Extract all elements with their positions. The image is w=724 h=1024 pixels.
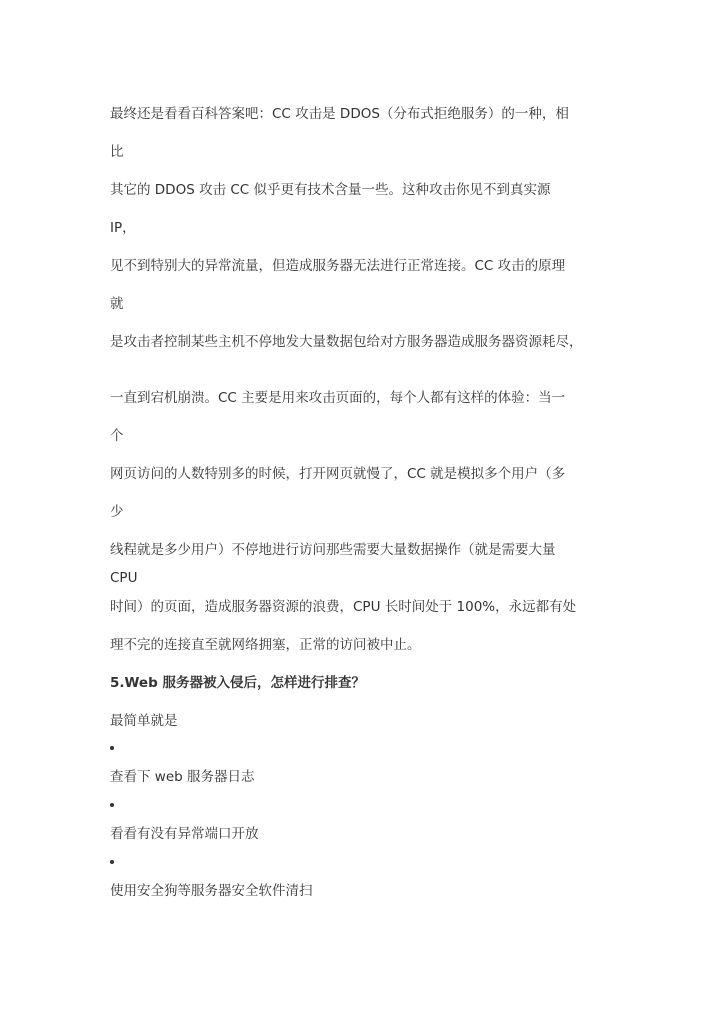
paragraph-line-2: 比 <box>110 144 124 160</box>
paragraph-line-9: 个 <box>110 428 124 444</box>
bullet-icon <box>110 860 114 864</box>
paragraph-line-10: 网页访问的人数特别多的时候，打开网页就慢了，CC 就是模拟多个用户（多 <box>110 466 566 482</box>
list-item: 看看有没有异常端口开放 <box>110 826 259 842</box>
paragraph-line-3: 其它的 DDOS 攻击 CC 似乎更有技术含量一些。这种攻击你见不到真实源 <box>110 182 551 198</box>
section-heading: 5.Web 服务器被入侵后，怎样进行排查？ <box>110 675 365 691</box>
section-intro: 最简单就是 <box>110 713 178 729</box>
paragraph-line-14: 时间）的页面，造成服务器资源的浪费，CPU 长时间处于 100%，永远都有处 <box>110 599 577 615</box>
paragraph-line-15: 理不完的连接直至就网络拥塞，正常的访问被中止。 <box>110 637 421 653</box>
paragraph-line-7: 是攻击者控制某些主机不停地发大量数据包给对方服务器造成服务器资源耗尽， <box>110 334 583 350</box>
list-item: 使用安全狗等服务器安全软件清扫 <box>110 883 313 899</box>
paragraph-line-4: IP， <box>110 220 136 236</box>
paragraph-line-13: CPU <box>110 570 138 586</box>
bullet-icon <box>110 746 114 750</box>
paragraph-line-8: 一直到宕机崩溃。CC 主要是用来攻击页面的，每个人都有这样的体验：当一 <box>110 390 566 406</box>
paragraph-line-12: 线程就是多少用户）不停地进行访问那些需要大量数据操作（就是需要大量 <box>110 542 556 558</box>
paragraph-line-6: 就 <box>110 296 124 312</box>
paragraph-line-11: 少 <box>110 504 124 520</box>
bullet-icon <box>110 803 114 807</box>
paragraph-line-5: 见不到特别大的异常流量，但造成服务器无法进行正常连接。CC 攻击的原理 <box>110 258 566 274</box>
paragraph-line-1: 最终还是看看百科答案吧：CC 攻击是 DDOS（分布式拒绝服务）的一种，相 <box>110 106 569 122</box>
list-item: 查看下 web 服务器日志 <box>110 769 255 785</box>
